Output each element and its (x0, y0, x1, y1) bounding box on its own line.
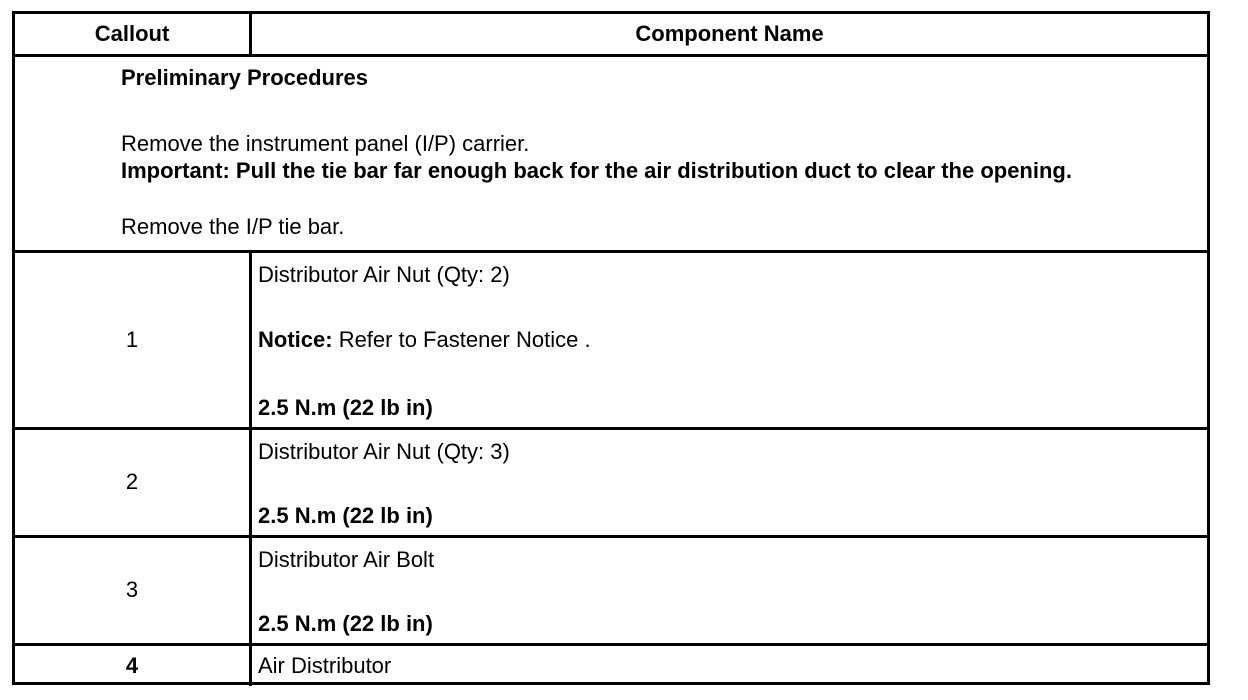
torque-spec: 2.5 N.m (22 lb in) (258, 394, 433, 420)
callout-3: 3 (15, 538, 252, 646)
notice-label: Notice: (258, 327, 333, 352)
callout-1: 1 (15, 253, 252, 430)
notice-text: Refer to Fastener Notice . (338, 327, 591, 352)
preliminary-procedures (15, 57, 1207, 253)
callout-2: 2 (15, 430, 252, 538)
callout-4: 4 (15, 646, 252, 686)
component-row-3 (252, 538, 1207, 646)
header-callout: Callout (15, 14, 252, 57)
component-row-1 (252, 253, 1207, 430)
component-name: Distributor Air Nut (Qty: 2) (258, 262, 510, 287)
component-name: Distributor Air Bolt (258, 547, 435, 572)
header-component-name: Component Name (252, 14, 1207, 57)
notice-line (258, 327, 591, 353)
torque-spec: 2.5 N.m (22 lb in) (258, 610, 433, 636)
component-row-4 (252, 646, 1207, 686)
component-name: Air Distributor (258, 652, 392, 678)
important-note (121, 158, 1207, 184)
important-label: Important: (121, 157, 230, 183)
component-row-2 (252, 430, 1207, 538)
preliminary-title: Preliminary Procedures (121, 65, 369, 90)
preliminary-step-remove-tie-bar: Remove the I/P tie bar. (121, 214, 345, 240)
torque-spec: 2.5 N.m (22 lb in) (258, 502, 433, 528)
procedure-table (12, 11, 1210, 685)
component-name: Distributor Air Nut (Qty: 3) (258, 439, 510, 464)
important-text: Pull the tie bar far enough back for the air distribution duct to clear the opening. (235, 157, 1072, 183)
preliminary-step-remove-carrier: Remove the instrument panel (I/P) carrier. (121, 131, 530, 157)
